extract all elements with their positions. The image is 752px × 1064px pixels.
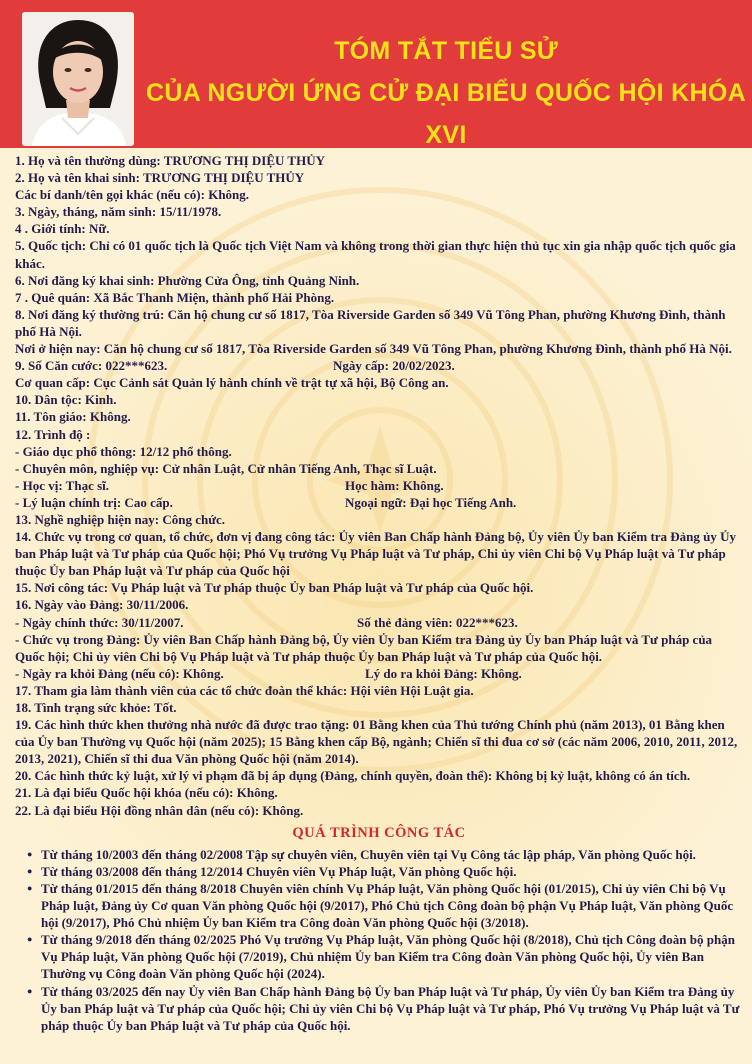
bio-line: 1. Họ và tên thường dùng: TRƯƠNG THỊ DIỆU THỦY (15, 153, 325, 168)
academic-title: Học hàm: Không. (345, 477, 444, 493)
work-history-item: ● Từ tháng 9/2018 đến tháng 02/2025 Phó Vụ trưởng Vụ Pháp luật, Văn phòng Quốc hội (8/2018), Chủ tịch Công đoàn bộ phận Vụ Pháp luật, Văn phòng Quốc hội (7/2019), Chủ nhiệm Ủy ban Kiểm tra Công đoàn Văn phòng Quốc hội, Ủy viên Ban Thường vụ Công đoàn Văn phòng Quốc hội (2024). (29, 931, 743, 982)
bio-line: 10. Dân tộc: Kinh. (15, 392, 117, 408)
degree-row (15, 477, 743, 494)
bio-line: 3. Ngày, tháng, năm sinh: 15/11/1978. (15, 204, 222, 220)
title-line-2: CỦA NGƯỜI ỨNG CỬ ĐẠI BIỂU QUỐC HỘI KHÓA XVI (146, 79, 746, 149)
bio-content (15, 152, 743, 1034)
bio-line: 13. Nghề nghiệp hiện nay: Công chức. (15, 511, 226, 527)
bio-line: 22. Là đại biểu Hội đồng nhân dân (nếu có): Không. (15, 802, 304, 818)
bio-line: 21. Là đại biểu Quốc hội khóa (nếu có): Không. (15, 785, 278, 801)
party-card-number: Số thẻ đảng viên: 022***623. (357, 614, 518, 630)
bio-line: Cơ quan cấp: Cục Cảnh sát Quản lý hành chính về trật tự xã hội, Bộ Công an. (15, 375, 449, 391)
bio-line: 19. Các hình thức khen thưởng nhà nước đã được trao tặng: 01 Bằng khen của Thủ tướng Chính phủ (năm 2013), 01 Bằng khen của Ủy ban Thường vụ Quốc hội (năm 2025); 15 Bằng khen cấp Bộ, ngành; Chiến sĩ thi đua cơ sở (các năm 2006, 2010, 2011, 2012, 2013, 2021), Chiến sĩ thi đua Văn phòng Quốc hội (năm 2014). (15, 717, 738, 767)
political-theory: - Lý luận chính trị: Cao cấp. (15, 494, 173, 510)
bio-line: 16. Ngày vào Đảng: 30/11/2006. (15, 597, 189, 613)
bio-line: - Chuyên môn, nghiệp vụ: Cử nhân Luật, Cử nhân Tiếng Anh, Thạc sĩ Luật. (15, 460, 437, 476)
work-history-item: ● Từ tháng 10/2003 đến tháng 02/2008 Tập sự chuyên viên, Chuyên viên tại Vụ Công tác lập pháp, Văn phòng Quốc hội. (29, 846, 743, 863)
politics-row (15, 494, 743, 511)
party-exit-row (15, 665, 743, 682)
bio-line: - Giáo dục phổ thông: 12/12 phổ thông. (15, 443, 232, 459)
bio-line: 14. Chức vụ trong cơ quan, tổ chức, đơn vị đang công tác: Ủy viên Ban Chấp hành Đảng bộ, Ủy viên Ủy ban Kiểm tra Đảng ủy Ủy ban Pháp luật và Tư pháp của Quốc hội; Phó Vụ trưởng Vụ Pháp luật và Tư pháp, Chi ủy viên Chi bộ Vụ Pháp luật và Tư pháp thuộc Ủy ban Pháp luật và Tư pháp của Quốc hội (15, 529, 737, 579)
bio-line: 7 . Quê quán: Xã Bắc Thanh Miện, thành phố Hải Phòng. (15, 289, 335, 305)
foreign-language: Ngoại ngữ: Đại học Tiếng Anh. (345, 494, 517, 510)
party-official-row (15, 614, 743, 631)
bio-line: 4 . Giới tính: Nữ. (15, 221, 110, 237)
bio-line: 5. Quốc tịch: Chỉ có 01 quốc tịch là Quốc tịch Việt Nam và không trong thời gian thực hiện thủ tục xin gia nhập quốc tịch quốc gia khác. (15, 238, 736, 271)
bio-line: 18. Tình trạng sức khỏe: Tốt. (15, 700, 177, 715)
academic-degree: - Học vị: Thạc sĩ. (15, 477, 110, 493)
bio-line: 8. Nơi đăng ký thường trú: Căn hộ chung cư số 1817, Tòa Riverside Garden số 349 Vũ Tông Phan, phường Khương Đình, thành phố Hà Nội. (15, 306, 726, 339)
bio-line: Các bí danh/tên gọi khác (nếu có): Không. (15, 187, 250, 203)
page-title (140, 30, 752, 156)
work-history-title: QUÁ TRÌNH CÔNG TÁC (292, 824, 466, 841)
bio-line: 12. Trình độ : (15, 426, 91, 442)
bio-line: - Chức vụ trong Đảng: Ủy viên Ban Chấp hành Đảng bộ, Ủy viên Ủy ban Kiểm tra Đảng ủy Ủy ban Pháp luật và Tư pháp của Quốc hội; Chi ủy viên Chi bộ Vụ Pháp luật và Tư pháp thuộc Ủy ban Pháp luật và Tư pháp của Quốc hội. (15, 631, 713, 664)
title-line-1: TÓM TẮT TIỂU SỬ (334, 37, 558, 65)
id-number: 9. Số Căn cước: 022***623. (15, 358, 168, 374)
party-exit-date: - Ngày ra khỏi Đảng (nếu có): Không. (15, 665, 224, 681)
header-banner (0, 0, 752, 148)
bio-line: Nơi ở hiện nay: Căn hộ chung cư số 1817, Tòa Riverside Garden số 349 Vũ Tông Phan, phường Khương Đình, thành phố Hà Nội. (15, 341, 732, 357)
work-history-item: ● Từ tháng 01/2015 đến tháng 8/2018 Chuyên viên chính Vụ Pháp luật, Văn phòng Quốc hội (01/2015), Chi ủy viên Chi bộ Vụ Pháp luật, Đảng ủy Cơ quan Văn phòng Quốc hội (9/2017), Phó Chủ tịch Công đoàn bộ phận Vụ Pháp luật, Văn phòng Quốc hội (9/2017), Phó Chủ nhiệm Ủy ban Kiểm tra Công đoàn Văn phòng Quốc hội (3/2018). (29, 880, 743, 931)
bio-line: 6. Nơi đăng ký khai sinh: Phường Cửa Ông, tỉnh Quảng Ninh. (15, 272, 360, 288)
id-issue-date: Ngày cấp: 20/02/2023. (333, 358, 455, 374)
work-history-list (15, 846, 743, 1034)
id-row (15, 357, 743, 374)
work-history-item: ● Từ tháng 03/2008 đến tháng 12/2014 Chuyên viên Vụ Pháp luật, Văn phòng Quốc hội. (29, 863, 743, 880)
bio-line: 20. Các hình thức kỷ luật, xử lý vi phạm đã bị áp dụng (Đảng, chính quyền, đoàn thể): Không bị kỷ luật, không có án tích. (15, 768, 691, 784)
party-exit-reason: Lý do ra khỏi Đảng: Không. (365, 665, 522, 681)
bio-line: 2. Họ và tên khai sinh: TRƯƠNG THỊ DIỆU THỦY (15, 170, 305, 186)
bio-line: 11. Tôn giáo: Không. (15, 409, 131, 425)
bio-line: 15. Nơi công tác: Vụ Pháp luật và Tư pháp thuộc Ủy ban Pháp luật và Tư pháp của Quốc hội. (15, 580, 534, 596)
party-official-date: - Ngày chính thức: 30/11/2007. (15, 614, 184, 630)
work-history-item: ● Từ tháng 03/2025 đến nay Ủy viên Ban Chấp hành Đảng bộ Ủy ban Pháp luật và Tư pháp, Ủy viên Ủy ban Kiểm tra Đảng ủy Ủy ban Pháp luật và Tư pháp của Quốc hội; Chi ủy viên Chi bộ Vụ Pháp luật và Tư pháp, Phó Vụ trưởng Vụ Pháp luật và Tư pháp thuộc Ủy ban Pháp luật và Tư pháp của Quốc hội. (29, 983, 743, 1034)
bio-line: 17. Tham gia làm thành viên của các tổ chức đoàn thể khác: Hội viên Hội Luật gia. (15, 682, 474, 698)
portrait-photo (22, 12, 134, 146)
